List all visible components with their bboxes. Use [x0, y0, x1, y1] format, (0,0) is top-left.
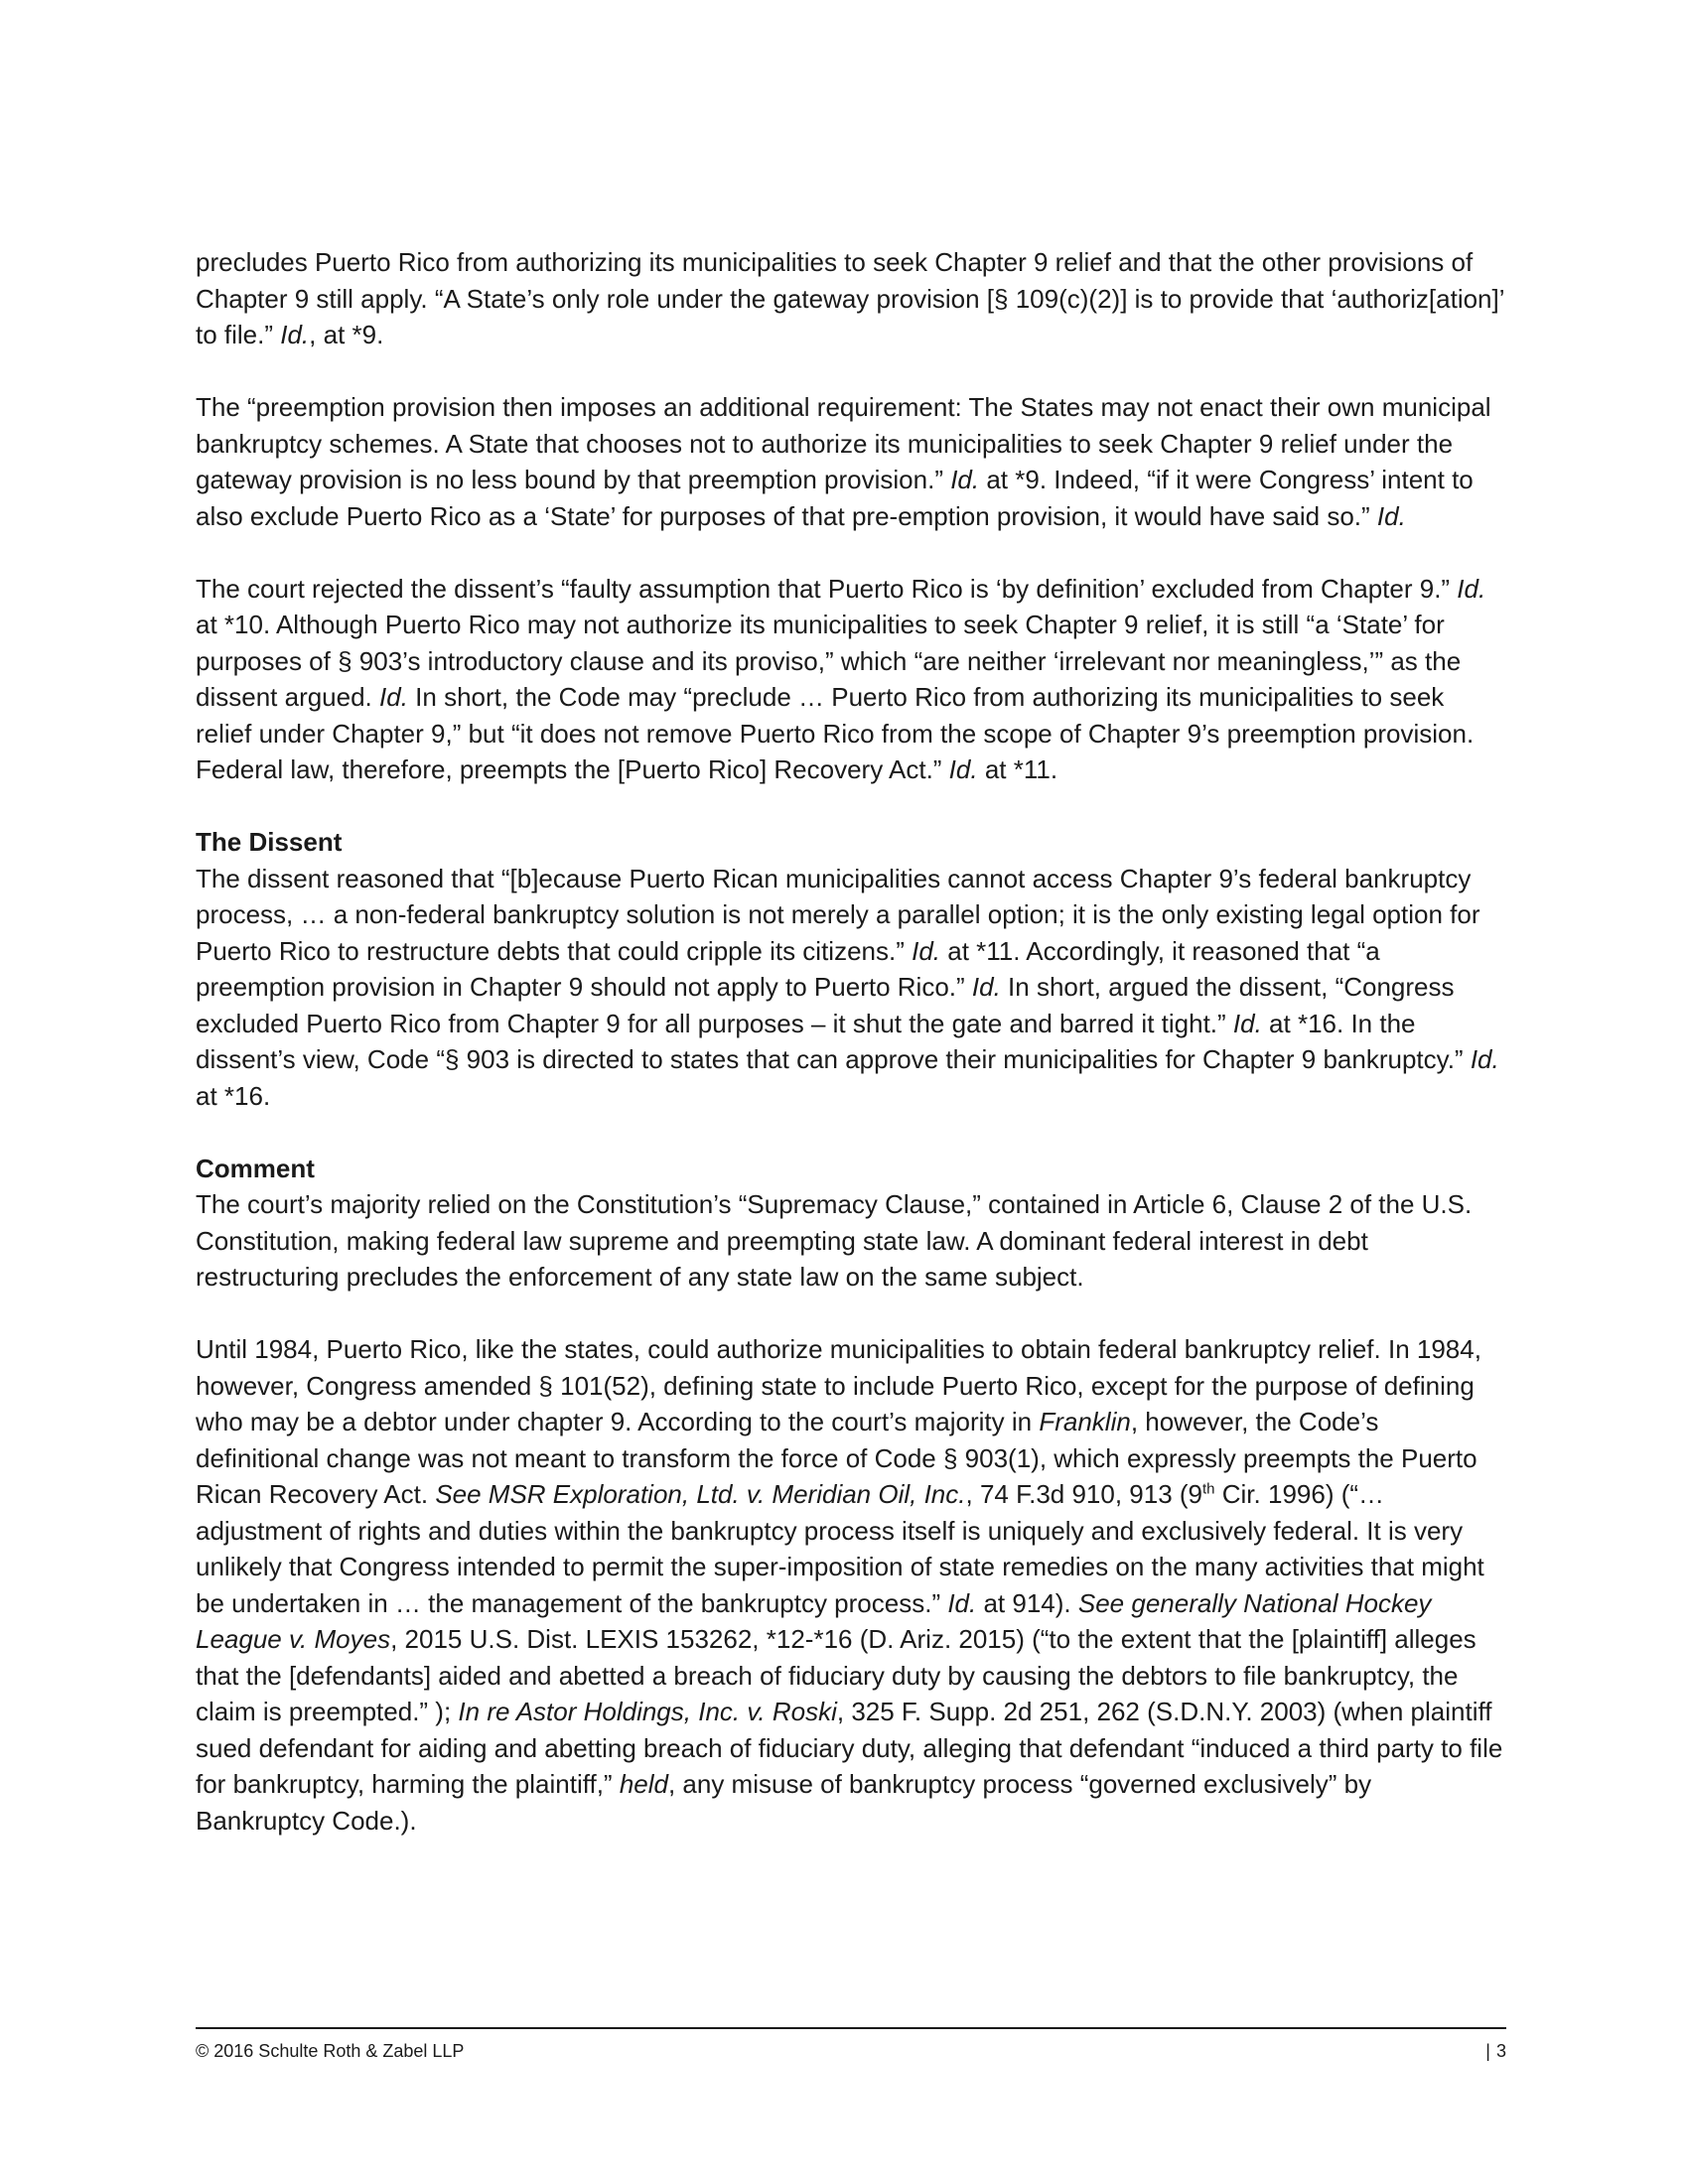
footer-copyright: © 2016 Schulte Roth & Zabel LLP: [196, 2041, 465, 2061]
italic-citation: Id.: [947, 1587, 977, 1618]
text-run: at 914).: [976, 1587, 1078, 1618]
text-run: at *10. Although Puerto Rico may not authorize its municipalities to seek Chapter 9 relief, it is still “a ‘State’ for purposes of § 903’s introductory clause and its proviso,” which “are neither ‘irrelevant nor meaningless,’” as the dissent argued.: [196, 610, 1462, 712]
text-run: , 325 F. Supp. 2d 251, 262 (S.D.N.Y. 2003) (when plaintiff sued defendant for aiding and abetting breach of fiduciary duty, alleging that defendant “induced a third party to file for bankruptcy, harming the plaintiff,”: [196, 1697, 1503, 1799]
text-run: Cir. 1996) (“… adjustment of rights and duties within the bankruptcy process itself is uniquely and exclusively federal. It is very unlikely that Congress intended to permit the super-imposition of state remedies on the many activities that might be undertaken in … the management of the bankruptcy process.”: [196, 1479, 1484, 1618]
paragraph-preemption-provision: [196, 389, 1506, 534]
paragraph-supremacy-clause: [196, 1186, 1506, 1296]
footer-page-number: 3: [1495, 2041, 1506, 2061]
italic-citation: held: [619, 1769, 668, 1799]
text-run: , any misuse of bankruptcy process “governed exclusively” by Bankruptcy Code.).: [196, 1769, 1372, 1836]
paragraph-dissent-reasoning: [196, 861, 1506, 1115]
heading-the-dissent: The Dissent: [196, 827, 343, 857]
document-body: [196, 244, 1506, 1839]
italic-citation: Id.: [948, 754, 978, 784]
text-run: The court’s majority relied on the Constitution’s “Supremacy Clause,” contained in Article 6, Clause 2 of the U.S. Constitution, making federal law supreme and preempting state law. A dominant federal interest in debt restructuring precludes the enforcement of any state law on the same subject.: [196, 1189, 1473, 1292]
text-run: at *9. Indeed, “if it were Congress’ intent to also exclude Puerto Rico as a ‘State’ for purposes of that pre-emption provision, it would have said so.”: [196, 465, 1474, 531]
text-run: at *11.: [977, 754, 1058, 784]
italic-citation: Id.: [912, 935, 941, 966]
paragraph-gap: [196, 1114, 1506, 1151]
text-run: , however, the Code’s definitional change was not meant to transform the force of Code § 903(1), which expressly preempts the Puerto Rican Recovery Act.: [196, 1407, 1477, 1509]
text-run: The court rejected the dissent’s “faulty assumption that Puerto Rico is ‘by definition’ excluded from Chapter 9.”: [196, 573, 1458, 604]
italic-citation: In re Astor Holdings, Inc. v. Roski: [458, 1697, 837, 1726]
italic-citation: Id.: [1457, 573, 1486, 604]
italic-citation: Id.: [1470, 1044, 1499, 1074]
text-run: In short, the Code may “preclude … Puerto Rico from authorizing its municipalities to seek relief under Chapter 9,” but “it does not remove Puerto Rico from the scope of Chapter 9’s preemption provision. Federal law, therefore, preempts the [Puerto Rico] Recovery Act.”: [196, 682, 1475, 784]
text-run: at *16. In the dissent’s view, Code “§ 903 is directed to states that can approve their municipalities for Chapter 9 bankruptcy.”: [196, 1008, 1471, 1074]
paragraph-gap: [196, 353, 1506, 390]
superscript: th: [1202, 1480, 1215, 1498]
footer-page-number-block: [1485, 2039, 1506, 2063]
italic-citation: Id.: [379, 682, 408, 712]
text-run: precludes Puerto Rico from authorizing its municipalities to seek Chapter 9 relief and that the other provisions of Chapter 9 still apply. “A State’s only role under the gateway provision [§ 109(c)(2)] is to provide that ‘authoriz[ation]’ to file.”: [196, 247, 1504, 349]
italic-citation: Id.: [1232, 1008, 1262, 1038]
text-run: at *11. Accordingly, it reasoned that “a preemption provision in Chapter 9 should not apply to Puerto Rico.”: [196, 935, 1380, 1002]
footer-divider: [196, 2027, 1506, 2029]
text-run: In short, argued the dissent, “Congress excluded Puerto Rico from Chapter 9 for all purposes – it shut the gate and barred it tight.”: [196, 972, 1455, 1038]
italic-citation: Id.: [971, 972, 1001, 1002]
italic-citation: Id.: [950, 465, 980, 494]
paragraph-gap: [196, 788, 1506, 825]
paragraph-rejected-dissent: [196, 571, 1506, 788]
italic-citation: Id.: [280, 320, 310, 349]
footer-pipe: |: [1485, 2041, 1490, 2061]
italic-citation: Id.: [1376, 500, 1406, 531]
paragraph-gateway-provision: [196, 244, 1506, 353]
text-run: The “preemption provision then imposes an additional requirement: The States may not enact their own municipal bankruptcy schemes. A State that chooses not to authorize its municipalities to seek Chapter 9 relief under the gateway provision is no less bound by that preemption provision.”: [196, 392, 1491, 494]
text-run: , at *9.: [309, 320, 384, 349]
heading-comment: Comment: [196, 1153, 315, 1183]
text-run: Until 1984, Puerto Rico, like the states, could authorize municipalities to obtain federal bankruptcy relief. In 1984, however, Congress amended § 101(52), defining state to include Puerto Rico, except for the purpose of defining who may be a debtor under chapter 9. According to the court’s majority in: [196, 1334, 1481, 1436]
text-run: , 74 F.3d 910, 913 (9: [965, 1479, 1203, 1509]
paragraph-until-1984: [196, 1331, 1506, 1839]
text-run: The dissent reasoned that “[b]ecause Puerto Rican municipalities cannot access Chapter 9’s federal bankruptcy process, … a non-federal bankruptcy solution is not merely a parallel option; it is the only existing legal option for Puerto Rico to restructure debts that could cripple its citizens.”: [196, 863, 1480, 966]
text-run: at *16.: [196, 1080, 271, 1111]
italic-citation: Franklin: [1039, 1407, 1131, 1436]
paragraph-gap: [196, 534, 1506, 571]
italic-citation: See generally National Hockey League v. Moyes: [196, 1587, 1432, 1654]
italic-citation: See MSR Exploration, Ltd. v. Meridian Oil, Inc.: [435, 1479, 966, 1509]
text-run: , 2015 U.S. Dist. LEXIS 153262, *12-*16 (D. Ariz. 2015) (“to the extent that the [plaintiff] alleges that the [defendants] aided and abetted a breach of fiduciary duty by causing the debtors to file bankruptcy, the claim is preempted.” );: [196, 1624, 1477, 1726]
paragraph-gap: [196, 1296, 1506, 1332]
